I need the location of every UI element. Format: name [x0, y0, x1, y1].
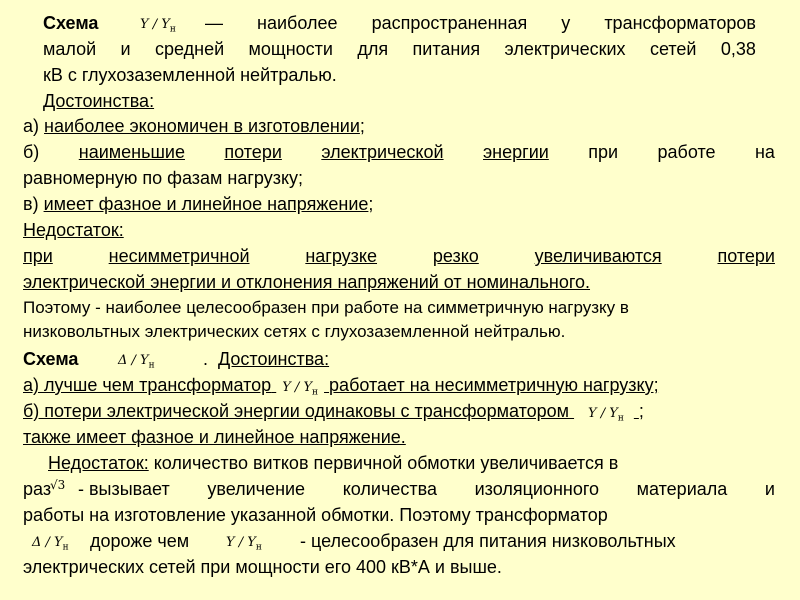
disadv2-raz: раз	[23, 479, 52, 499]
disadvantage-heading-1: Недостаток:	[23, 220, 124, 240]
therefore-line2: низковольтных электрических сетях с глухозаземленной нейтралью.	[23, 322, 566, 341]
formula-y-yn-4: Y / $Y_н$	[226, 535, 262, 553]
disadv1-line1	[23, 247, 775, 265]
disadv1-word: резко	[432, 246, 479, 266]
adv1-b-line1: б) наименьшие потери электрической энергии при работе на	[23, 142, 775, 162]
disadv2-line5: электрических сетей при мощности его 400 кВ*А и выше.	[23, 557, 502, 577]
disadv1-line2: электрической энергии и отклонения напряжений от номинального.	[23, 272, 591, 292]
disadv2-word: и	[764, 479, 775, 499]
para1-line3: кВ с глухозаземленной нейтралью.	[43, 65, 337, 85]
adv1-b-line2: равномерную по фазам нагрузку;	[23, 168, 304, 188]
para1-line2	[43, 40, 756, 58]
adv1-c: в) имеет фазное и линейное напряжение;	[23, 194, 374, 214]
disadv2-line2	[78, 480, 775, 498]
disadv2-line4-rest: - целесообразен для питания низковольтных	[300, 531, 676, 551]
disadv1-word: при	[23, 246, 53, 266]
para1-word: электрических	[504, 39, 626, 59]
disadv2-word: количества	[342, 479, 437, 499]
disadv2-line1: Недостаток: количество витков первичной обмотки увеличивается в	[48, 453, 619, 473]
disadv2-word: материала	[636, 479, 728, 499]
para1-word: питания	[412, 39, 481, 59]
disadv1-word: увеличиваются	[534, 246, 662, 266]
disadv2-word: изоляционного	[474, 479, 600, 499]
advantages-heading-2: Достоинства:	[218, 349, 330, 369]
disadv2-word: - вызывает	[78, 479, 170, 499]
para1-word: малой	[43, 39, 97, 59]
sqrt3-symbol: √3	[50, 478, 66, 492]
para1-word: средней	[155, 39, 225, 59]
disadv1-word: нагрузке	[305, 246, 378, 266]
adv1-a: а) наиболее экономичен в изготовлении;	[23, 116, 365, 136]
para1-word: и	[120, 39, 131, 59]
schema2-b: б) потери электрической энергии одинаковы с трансформатором Y / $Y_н$ ;	[23, 401, 644, 424]
para1-word: сетей	[649, 39, 697, 59]
formula-y-yn-1: Y / $Y_н$	[140, 17, 176, 35]
schema-label-2: Схема	[23, 349, 79, 369]
disadv2-word: увеличение	[207, 479, 306, 499]
formula-d-yn-1: Δ / $Y_н$	[118, 353, 155, 371]
para1-word: 0,38	[720, 39, 756, 59]
disadv1-word: потери	[717, 246, 775, 266]
para1-word: для	[357, 39, 389, 59]
para1-line1: — наиболее распространенная у трансформаторов	[205, 13, 756, 33]
therefore-line1: Поэтому - наиболее целесообразен при работе на симметричную нагрузку в	[23, 298, 629, 317]
schema2-c: также имеет фазное и линейное напряжение.	[23, 427, 406, 447]
disadv1-word: несимметричной	[108, 246, 250, 266]
schema-label-1: Схема	[43, 13, 99, 33]
disadv2-line4-mid: дороже чем	[90, 531, 190, 551]
schema2-a: а) лучше чем трансформатор Y / $Y_н$ работает на несимметричную нагрузку;	[23, 375, 659, 398]
formula-d-yn-2: Δ / $Y_н$	[32, 535, 69, 553]
advantages-heading-1: Достоинства:	[43, 91, 155, 111]
schema2-dot: .	[203, 349, 209, 369]
para1-word: мощности	[248, 39, 333, 59]
disadv2-line3: работы на изготовление указанной обмотки. Поэтому трансформатор	[23, 505, 608, 525]
